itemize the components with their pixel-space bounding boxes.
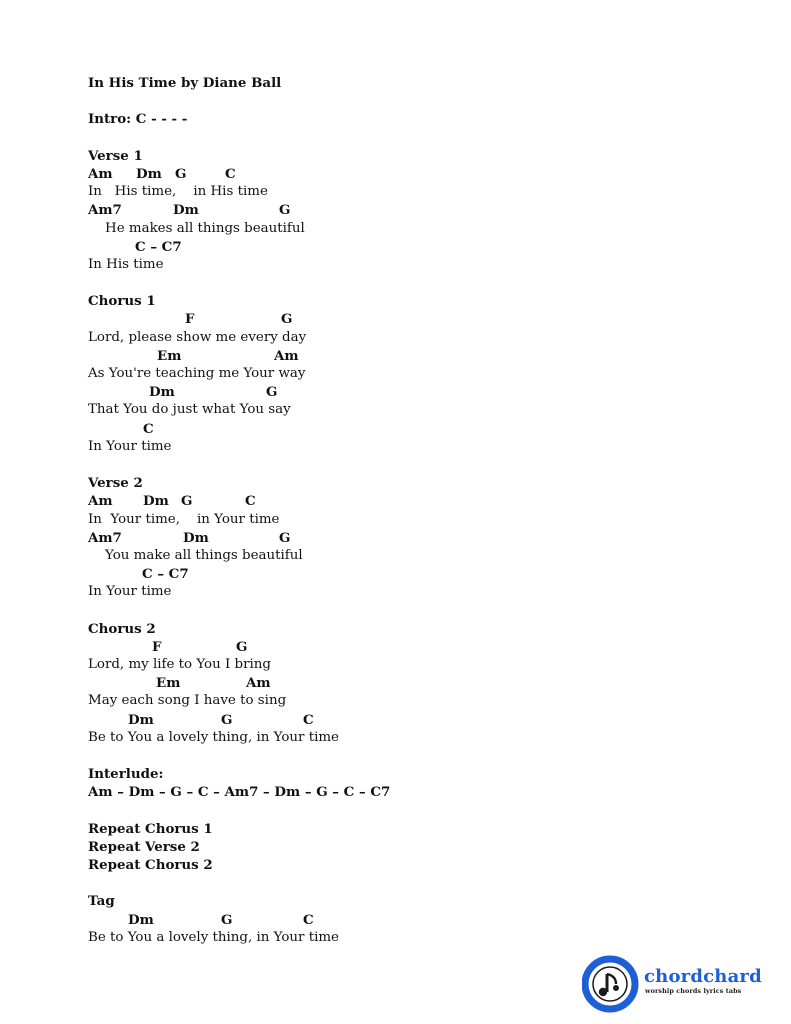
chord-line <box>88 420 748 438</box>
chord: F <box>152 638 162 655</box>
lyric-line: In Your time <box>88 438 172 454</box>
chord-line <box>88 529 748 547</box>
chord: C – C7 <box>142 566 189 583</box>
lyric-line: May each song I have to sing <box>88 693 287 709</box>
chord: G <box>236 638 248 655</box>
intro-line: Intro: C - - - - <box>88 111 188 128</box>
chord-line <box>88 165 748 183</box>
chord: C <box>143 420 154 437</box>
chord-line <box>88 310 748 328</box>
lyric-line: In His time, in His time <box>88 184 268 200</box>
chord-line <box>88 638 748 656</box>
section-heading: Chorus 2 <box>88 620 156 637</box>
chord: Dm <box>128 711 154 728</box>
chord: Dm <box>183 529 209 546</box>
chord: G <box>266 384 278 401</box>
chord: Am7 <box>88 202 122 219</box>
lyric-line: In Your time <box>88 584 172 600</box>
chord: G <box>279 202 291 219</box>
section-heading: Verse 1 <box>88 147 143 164</box>
chord: Am <box>88 165 113 182</box>
chord: G <box>281 311 293 328</box>
lyric-line: Be to You a lovely thing, in Your time <box>88 929 339 945</box>
chord: Am <box>88 493 113 510</box>
lyric-line: In Your time, in Your time <box>88 511 280 527</box>
logo-wordmark: chordchard <box>644 966 762 987</box>
chord-line <box>88 383 748 401</box>
chord: C – C7 <box>135 238 182 255</box>
chord: Dm <box>128 911 154 928</box>
section-heading: Verse 2 <box>88 475 143 492</box>
chord: Dm <box>149 384 175 401</box>
chord: C <box>225 165 236 182</box>
song-title: In His Time by Diane Ball <box>88 75 282 91</box>
chord: Em <box>156 675 181 692</box>
chord: G <box>221 711 233 728</box>
chord-line <box>88 565 748 583</box>
chord: Am7 <box>88 529 122 546</box>
chord: Em <box>157 347 182 364</box>
chord: Dm <box>136 165 162 182</box>
chord-line <box>88 911 748 929</box>
lyric-line: Be to You a lovely thing, in Your time <box>88 729 339 745</box>
chord: G <box>279 529 291 546</box>
section-heading: Tag <box>88 893 115 910</box>
repeat-line: Repeat Chorus 1 <box>88 820 213 837</box>
section-heading: Interlude: <box>88 766 164 783</box>
lyric-line: You make all things beautiful <box>88 547 303 563</box>
lyric-line: Lord, please show me every day <box>88 329 307 345</box>
chordchard-logo[interactable] <box>582 954 767 1014</box>
chord: Dm <box>173 202 199 219</box>
chord: C <box>303 911 314 928</box>
chord: Am <box>274 347 299 364</box>
logo-mark-icon <box>582 954 642 1014</box>
chord-line <box>88 238 748 256</box>
lyric-line: In His time <box>88 256 164 272</box>
chord: G <box>181 493 193 510</box>
chord-line <box>88 201 748 219</box>
interlude-chords: Am – Dm – G – C – Am7 – Dm – G – C – C7 <box>88 784 391 801</box>
lyric-line: Lord, my life to You I bring <box>88 657 271 672</box>
section-heading: Chorus 1 <box>88 293 156 310</box>
chord: C <box>303 711 314 728</box>
lyric-line: He makes all things beautiful <box>88 220 305 236</box>
chord-line <box>88 347 748 365</box>
repeat-line: Repeat Chorus 2 <box>88 857 213 874</box>
chord: Dm <box>143 493 169 510</box>
lyric-line: That You do just what You say <box>88 402 291 418</box>
chord-sheet <box>88 74 748 947</box>
chord-line <box>88 492 748 510</box>
chord: F <box>185 311 195 328</box>
chord-line <box>88 711 748 729</box>
repeat-line: Repeat Verse 2 <box>88 838 200 855</box>
lyric-line: As You're teaching me Your way <box>88 366 306 381</box>
logo-tagline: worship chords lyrics tabs <box>645 987 742 995</box>
chord-line <box>88 674 748 692</box>
chord: G <box>175 165 187 182</box>
chord: C <box>245 493 256 510</box>
chord: G <box>221 911 233 928</box>
chord: Am <box>246 675 271 692</box>
